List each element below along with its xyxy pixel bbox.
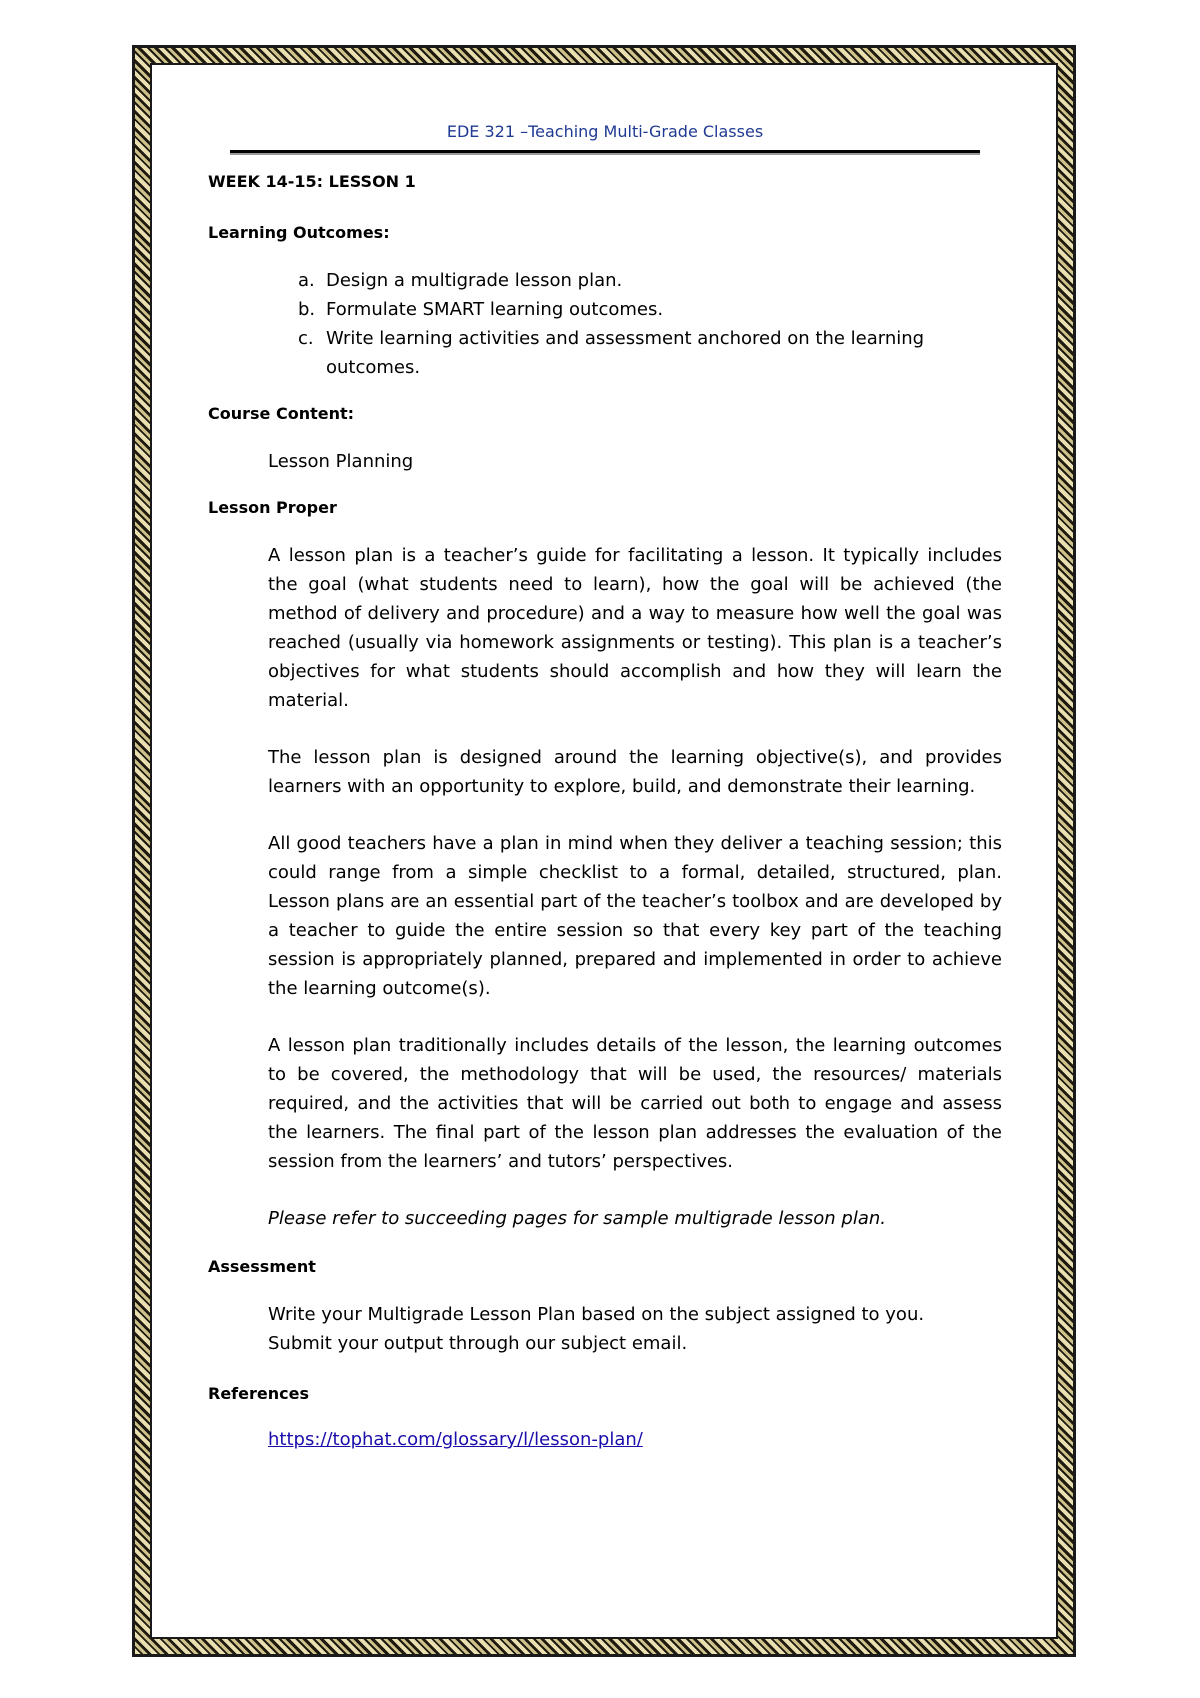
course-content-text: Lesson Planning [268, 451, 414, 472]
assessment-heading: Assessment [208, 1257, 316, 1276]
learning-outcomes-heading: Learning Outcomes: [208, 223, 390, 242]
lesson-paragraph-2: The lesson plan is designed around the learning objective(s), and provides learners with an opportunity to explore, build, and demonstrate their learning. [268, 747, 1002, 797]
lesson-paragraph-4: A lesson plan traditionally includes details of the lesson, the learning outcomes to be covered, the methodology that will be used, the resources/ materials required, and the activities that will be carried out both to engage and assess the learners. The final part of the lesson plan addresses the evaluation of the session from the learners’ and tutors’ perspectives. [268, 1035, 1002, 1172]
week-lesson-label: WEEK 14-15: LESSON 1 [208, 172, 416, 191]
header-divider [230, 150, 980, 155]
references-heading: References [208, 1384, 309, 1403]
list-marker: a. [298, 270, 315, 291]
document-content [208, 172, 1008, 1450]
learning-outcomes-list [298, 266, 978, 382]
list-marker: c. [298, 328, 314, 349]
list-marker: b. [298, 299, 316, 320]
list-item [298, 266, 978, 295]
lesson-paragraph-1: A lesson plan is a teacher’s guide for facilitating a lesson. It typically includes the goal (what students need to learn), how the goal will be achieved (the method of delivery and procedure) and a way to measure how well the goal was reached (usually via homework assignments or testing). This plan is a teacher’s objectives for what students should accomplish and how they will learn the material. [268, 545, 1002, 711]
document-header-title: EDE 321 –Teaching Multi-Grade Classes [446, 122, 764, 141]
lesson-proper-heading: Lesson Proper [208, 498, 337, 517]
list-item [298, 324, 978, 382]
list-item [298, 295, 978, 324]
list-item-text: Write learning activities and assessment anchored on the learning outcomes. [326, 328, 925, 378]
sample-plan-note: Please refer to succeeding pages for sample multigrade lesson plan. [268, 1208, 886, 1229]
assessment-line-1: Write your Multigrade Lesson Plan based on the subject assigned to you. [268, 1304, 925, 1325]
assessment-line-2: Submit your output through our subject email. [268, 1333, 688, 1354]
list-item-text: Design a multigrade lesson plan. [326, 270, 623, 291]
lesson-paragraph-3: All good teachers have a plan in mind when they deliver a teaching session; this could range from a simple checklist to a formal, detailed, structured, plan. Lesson plans are an essential part of the teacher’s toolbox and are developed by a teacher to guide the entire session so that every key part of the teaching session is appropriately planned, prepared and implemented in order to achieve the learning outcome(s). [268, 833, 1002, 999]
assessment-instructions [268, 1300, 1008, 1358]
course-content-heading: Course Content: [208, 404, 355, 423]
list-item-text: Formulate SMART learning outcomes. [326, 299, 664, 320]
reference-link[interactable]: https://tophat.com/glossary/l/lesson-plan/ [268, 1429, 643, 1450]
